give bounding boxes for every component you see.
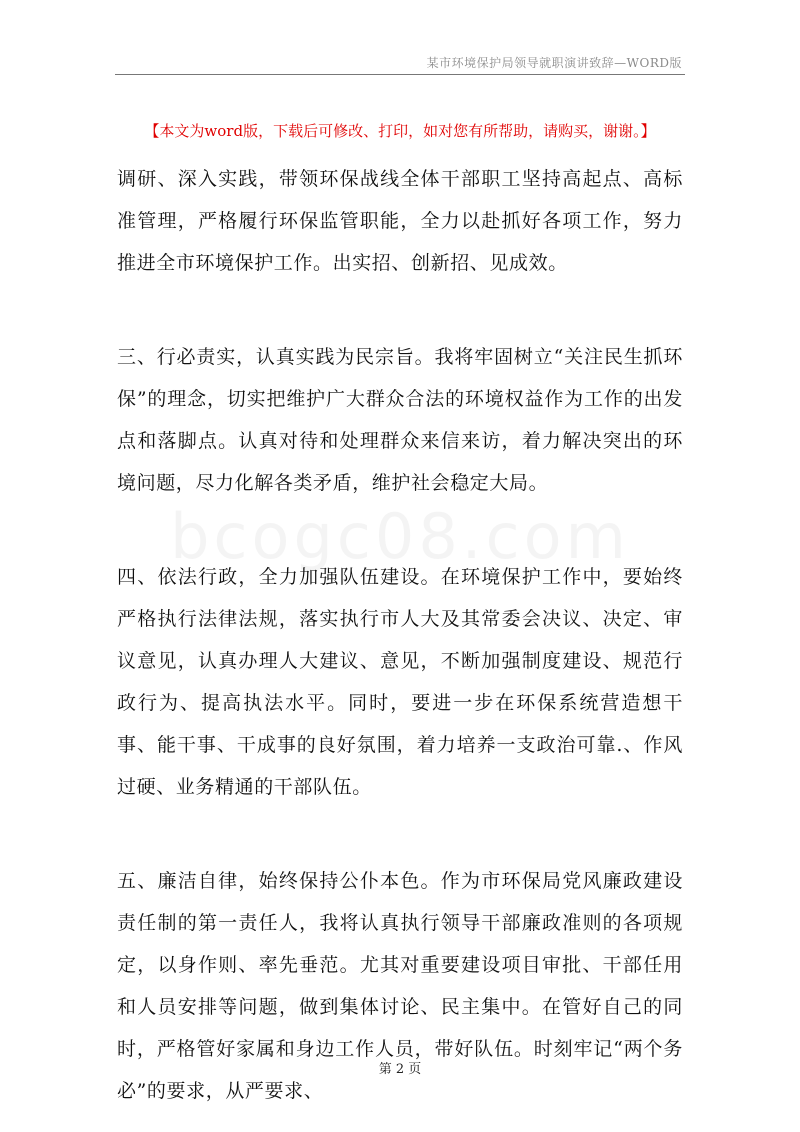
header-divider — [115, 74, 685, 75]
document-body — [117, 158, 683, 1112]
paragraph-continuation: 调研、深入实践，带领环保战线全体干部职工坚持高起点、高标准管理，严格履行环保监管职能，全力以赴抓好各项工作，努力推进全市环境保护工作。出实招、创新招、见成效。 — [117, 168, 683, 274]
page-number: 第 2 页 — [378, 1062, 422, 1077]
paragraph-section-three: 三、行必责实，认真实践为民宗旨。我将牢固树立“关注民生抓环保”的理念，切实把维护广大群众合法的环境权益作为工作的出发点和落脚点。认真对待和处理群众来信来访，着力解决突出的环境问题，尽力化解各类矛盾，维护社会稳定大局。 — [117, 346, 683, 494]
download-notice: 【本文为word版，下载后可修改、打印，如对您有所帮助，请购买，谢谢。】 — [144, 122, 656, 140]
paragraph-section-five: 五、廉洁自律，始终保持公仆本色。作为市环保局党风廉政建设责任制的第一责任人，我将认真执行领导干部廉政准则的各项规定，以身作则、率先垂范。尤其对重要建设项目审批、干部任用和人员安排等问题，做到集体讨论、民主集中。在管好自己的同时，严格管好家属和身边工作人员，带好队伍。时刻牢记“两个务必”的要求，从严要求、 — [117, 870, 683, 1102]
paragraph-section-four: 四、依法行政，全力加强队伍建设。在环境保护工作中，要始终严格执行法律法规，落实执行市人大及其常委会决议、决定、审议意见，认真办理人大建议、意见，不断加强制度建设、规范行政行为、提高执法水平。同时，要进一步在环保系统营造想干事、能干事、干成事的良好氛围，着力培养一支政治可靠.、作风过硬、业务精通的干部队伍。 — [117, 566, 683, 798]
document-title: 某市环境保护局领导就职演讲致辞—WORD版 — [426, 56, 682, 70]
